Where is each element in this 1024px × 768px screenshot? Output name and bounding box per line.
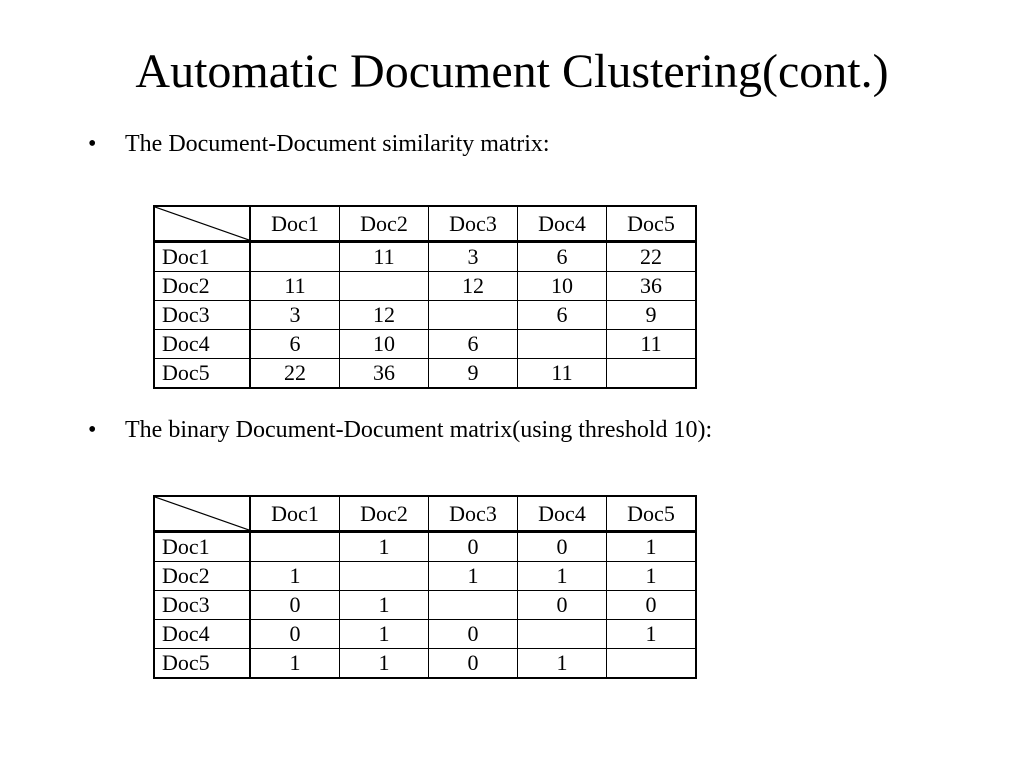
binary-matrix-table xyxy=(153,495,697,679)
column-header: Doc5 xyxy=(607,496,697,532)
matrix-cell: 0 xyxy=(250,591,340,620)
matrix-cell: 0 xyxy=(518,591,607,620)
table-row xyxy=(154,562,696,591)
matrix-cell: 6 xyxy=(518,242,607,272)
matrix-cell: 11 xyxy=(250,272,340,301)
matrix-cell xyxy=(518,620,607,649)
matrix-cell: 3 xyxy=(250,301,340,330)
matrix-cell: 1 xyxy=(250,649,340,679)
slide-title: Automatic Document Clustering(cont.) xyxy=(135,45,889,98)
matrix-cell: 1 xyxy=(340,649,429,679)
matrix-cell: 0 xyxy=(429,649,518,679)
corner-cell xyxy=(154,206,250,242)
matrix-cell xyxy=(340,562,429,591)
matrix-cell: 6 xyxy=(518,301,607,330)
matrix-cell: 36 xyxy=(607,272,697,301)
row-label: Doc3 xyxy=(154,301,250,330)
row-label: Doc2 xyxy=(154,272,250,301)
row-label: Doc1 xyxy=(154,242,250,272)
matrix-cell: 1 xyxy=(340,532,429,562)
row-label: Doc2 xyxy=(154,562,250,591)
bullet-marker: • xyxy=(88,131,97,157)
matrix-cell: 3 xyxy=(429,242,518,272)
column-header: Doc3 xyxy=(429,206,518,242)
column-header: Doc1 xyxy=(250,206,340,242)
table-row xyxy=(154,532,696,562)
matrix-cell: 6 xyxy=(429,330,518,359)
matrix-cell: 10 xyxy=(340,330,429,359)
matrix-cell: 0 xyxy=(429,532,518,562)
header-row xyxy=(154,496,696,532)
matrix-cell: 1 xyxy=(607,562,697,591)
header-row xyxy=(154,206,696,242)
matrix-cell: 22 xyxy=(607,242,697,272)
row-label: Doc3 xyxy=(154,591,250,620)
matrix-cell: 0 xyxy=(607,591,697,620)
matrix-cell xyxy=(607,359,697,389)
matrix-cell: 1 xyxy=(607,532,697,562)
table-row xyxy=(154,649,696,679)
matrix-cell xyxy=(518,330,607,359)
matrix-cell: 9 xyxy=(607,301,697,330)
similarity-matrix-table xyxy=(153,205,697,389)
matrix-cell xyxy=(429,301,518,330)
matrix-cell: 1 xyxy=(340,620,429,649)
matrix-cell: 1 xyxy=(340,591,429,620)
matrix-cell: 1 xyxy=(518,649,607,679)
matrix-cell: 10 xyxy=(518,272,607,301)
column-header: Doc4 xyxy=(518,206,607,242)
column-header: Doc1 xyxy=(250,496,340,532)
bullet-marker: • xyxy=(88,417,97,443)
matrix-cell: 12 xyxy=(340,301,429,330)
column-header: Doc2 xyxy=(340,206,429,242)
matrix-cell xyxy=(607,649,697,679)
table-row xyxy=(154,301,696,330)
row-label: Doc4 xyxy=(154,330,250,359)
matrix-cell: 11 xyxy=(607,330,697,359)
matrix-cell: 11 xyxy=(340,242,429,272)
matrix-cell: 1 xyxy=(518,562,607,591)
row-label: Doc5 xyxy=(154,649,250,679)
row-label: Doc5 xyxy=(154,359,250,389)
table-row xyxy=(154,242,696,272)
matrix-cell xyxy=(250,242,340,272)
matrix-cell: 36 xyxy=(340,359,429,389)
row-label: Doc1 xyxy=(154,532,250,562)
column-header: Doc2 xyxy=(340,496,429,532)
matrix-cell: 0 xyxy=(518,532,607,562)
diagonal-line xyxy=(155,207,249,240)
matrix-cell xyxy=(429,591,518,620)
table-row xyxy=(154,591,696,620)
matrix-cell: 6 xyxy=(250,330,340,359)
matrix-cell: 0 xyxy=(250,620,340,649)
matrix-cell: 1 xyxy=(250,562,340,591)
row-label: Doc4 xyxy=(154,620,250,649)
bullet-text: The binary Document-Document matrix(using threshold 10): xyxy=(125,417,713,443)
matrix-cell: 1 xyxy=(429,562,518,591)
diagonal-line xyxy=(155,497,249,530)
bullet-text: The Document-Document similarity matrix: xyxy=(125,131,550,157)
column-header: Doc4 xyxy=(518,496,607,532)
column-header: Doc3 xyxy=(429,496,518,532)
corner-cell xyxy=(154,496,250,532)
table-row xyxy=(154,359,696,389)
matrix-cell xyxy=(340,272,429,301)
table-row xyxy=(154,272,696,301)
column-header: Doc5 xyxy=(607,206,697,242)
matrix-cell: 22 xyxy=(250,359,340,389)
matrix-cell: 11 xyxy=(518,359,607,389)
matrix-cell: 0 xyxy=(429,620,518,649)
table-row xyxy=(154,330,696,359)
matrix-cell: 1 xyxy=(607,620,697,649)
matrix-cell xyxy=(250,532,340,562)
matrix-cell: 12 xyxy=(429,272,518,301)
table-row xyxy=(154,620,696,649)
matrix-cell: 9 xyxy=(429,359,518,389)
